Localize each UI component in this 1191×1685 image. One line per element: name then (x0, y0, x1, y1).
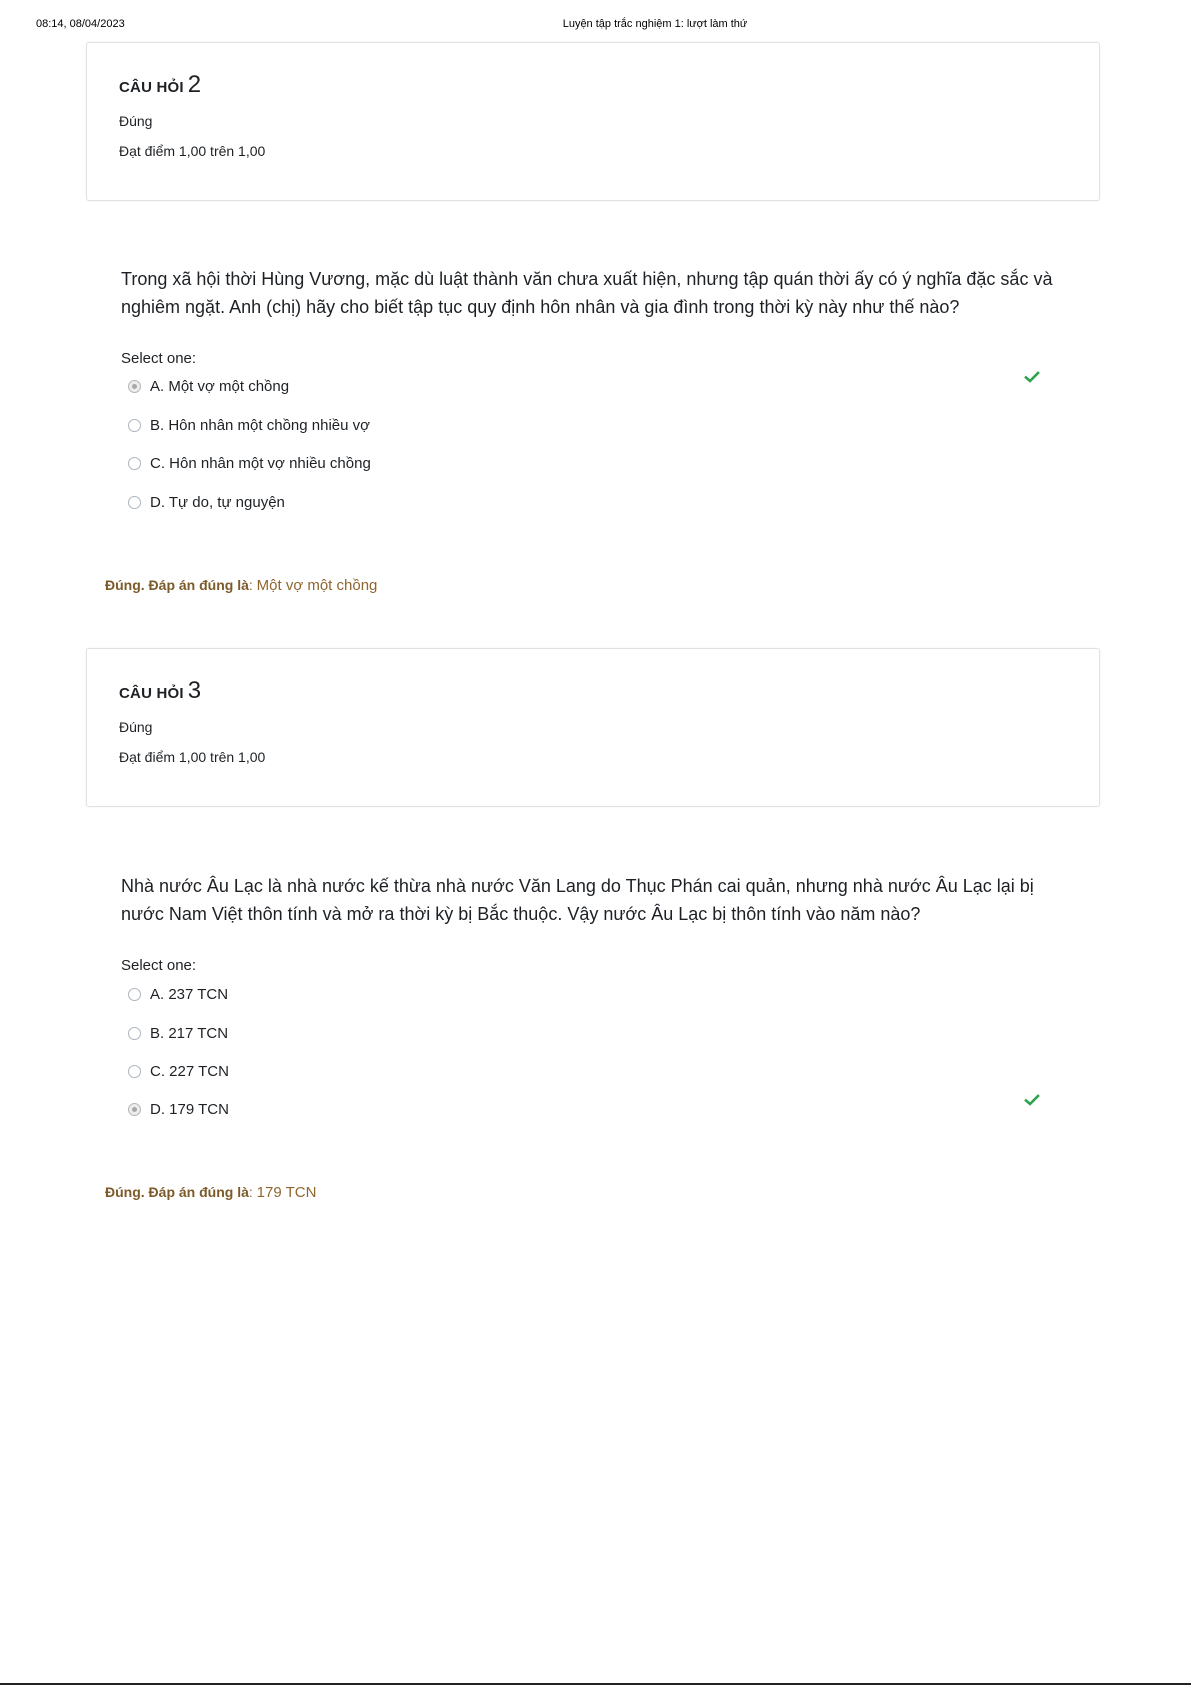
feedback-right-answer: Đúng. Đáp án đúng là: Một vợ một chồng (105, 577, 378, 594)
feedback-answer: 179 TCN (256, 1184, 317, 1201)
radio-button[interactable] (128, 496, 141, 509)
answer-label: D. 179 TCN (150, 1100, 229, 1118)
radio-button[interactable] (128, 1065, 141, 1078)
radio-button[interactable] (128, 1103, 141, 1116)
question-number (119, 71, 1067, 99)
print-title: Luyện tập trắc nghiệm 1: lượt làm thứ (562, 18, 748, 30)
answer-label: C. Hôn nhân một vợ nhiều chồng (150, 454, 371, 472)
feedback-label: Đúng. Đáp án đúng là (105, 577, 249, 593)
answer-label: A. Một vợ một chồng (150, 377, 290, 395)
question-number-value: 2 (187, 71, 202, 98)
select-one-label: Select one: (121, 957, 197, 974)
print-header (0, 18, 1191, 34)
question-number (119, 677, 1067, 705)
answer-label: C. 227 TCN (150, 1062, 229, 1080)
radio-button[interactable] (128, 457, 141, 470)
radio-button[interactable] (128, 380, 141, 393)
question-grade: Đạt điểm 1,00 trên 1,00 (119, 749, 266, 765)
question-info-box (86, 648, 1100, 807)
feedback-right-answer: Đúng. Đáp án đúng là: 179 TCN (105, 1184, 317, 1201)
answer-label: A. 237 TCN (150, 985, 229, 1003)
question-label: CÂU HỎI (119, 79, 184, 96)
feedback-label: Đúng. Đáp án đúng là (105, 1184, 249, 1200)
question-state: Đúng (119, 113, 153, 129)
answer-option[interactable] (128, 452, 1048, 474)
question-text: Nhà nước Âu Lạc là nhà nước kế thừa nhà nước Văn Lang do Thục Phán cai quản, nhưng nhà nước Âu Lạc lại bị nước Nam Việt thôn tính và mở ra thời kỳ bị Bắc thuộc. Vậy nước Âu Lạc bị thôn tính vào năm nào? (121, 876, 1034, 924)
question-grade: Đạt điểm 1,00 trên 1,00 (119, 143, 266, 159)
answer-label: B. Hôn nhân một chồng nhiều vợ (150, 416, 370, 434)
answer-option[interactable] (128, 983, 1048, 1005)
check-icon (1024, 369, 1040, 385)
question-text: Trong xã hội thời Hùng Vương, mặc dù luật thành văn chưa xuất hiện, nhưng tập quán thời ấy có ý nghĩa đặc sắc và nghiêm ngặt. Anh (chị) hãy cho biết tập tục quy định hôn nhân và gia đình trong thời kỳ này như thế nào? (121, 269, 1053, 317)
question-number-value: 3 (187, 677, 202, 704)
answer-option[interactable] (128, 1022, 1048, 1044)
answer-option[interactable] (128, 1060, 1048, 1082)
print-datetime: 08:14, 08/04/2023 (36, 18, 125, 30)
answer-option[interactable] (128, 1098, 1048, 1120)
answer-option[interactable] (128, 414, 1048, 436)
select-one-label: Select one: (121, 350, 197, 367)
answer-label: B. 217 TCN (150, 1024, 229, 1042)
answer-option[interactable] (128, 375, 1048, 397)
answer-label: D. Tự do, tự nguyện (150, 493, 285, 511)
question-info-box (86, 42, 1100, 201)
question-state: Đúng (119, 719, 153, 735)
radio-button[interactable] (128, 1027, 141, 1040)
answer-option[interactable] (128, 491, 1048, 513)
radio-button[interactable] (128, 988, 141, 1001)
check-icon (1024, 1092, 1040, 1108)
question-label: CÂU HỎI (119, 685, 184, 702)
feedback-answer: Một vợ một chồng (256, 577, 378, 594)
radio-button[interactable] (128, 419, 141, 432)
